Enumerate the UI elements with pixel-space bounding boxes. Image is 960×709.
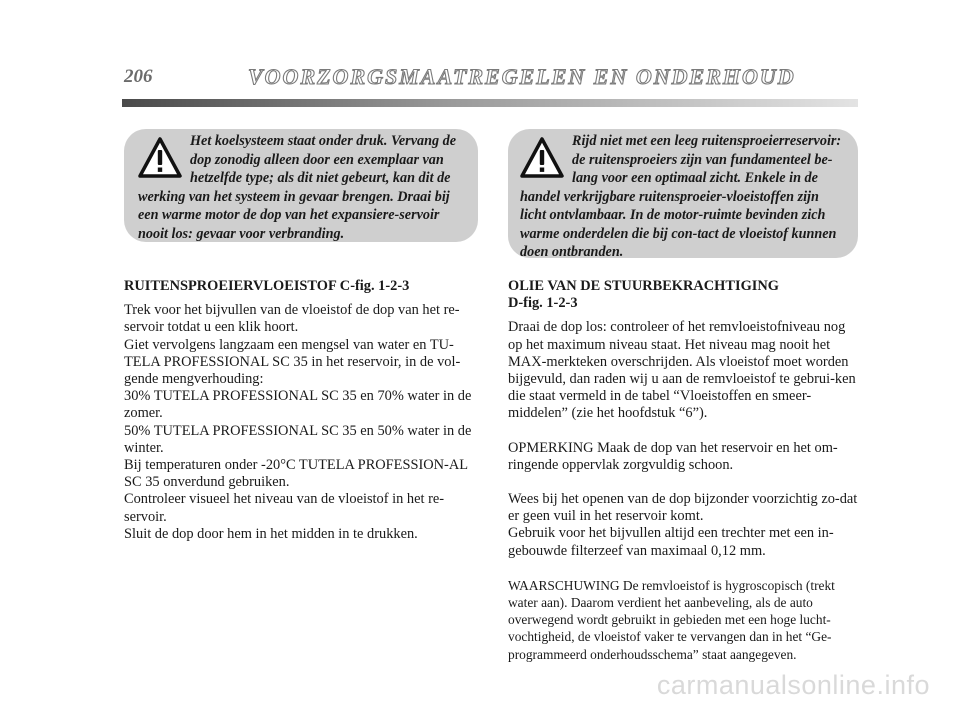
- spacer: [508, 423, 860, 440]
- watermark: carmanualsonline.info: [656, 670, 930, 700]
- paragraph: Bij temperaturen onder -20°C TUTELA PROFESSION-AL SC 35 onverdund gebruiken.: [124, 457, 468, 491]
- warning-box-coolant: [124, 129, 478, 242]
- paragraph: 50% TUTELA PROFESSIONAL SC 35 en 50% water in de winter.: [124, 422, 472, 456]
- paragraph: Draai de dop los: controleer of het remvloeistofniveau nog op het maximum niveau staat. Het niveau mag nooit het MAX-merkteken overschrijden. Als vloeistof moet worden bijgevuld, dan raden wij u aan de remvloeistof te gebrui-ken die staat vermeld in de tabel “Vloeistoffen en smeer-middelen” (zie het hoofdstuk “6”).: [508, 319, 856, 422]
- warning-box-washer: [508, 129, 858, 258]
- section-power-steering-oil: [508, 278, 860, 663]
- section-heading-power-steering: [508, 278, 860, 312]
- section-heading-washer-fluid: RUITENSPROEIERVLOEISTOF C-fig. 1-2-3: [124, 278, 410, 294]
- page-number: 206: [124, 66, 153, 87]
- paragraph: Giet vervolgens langzaam een mengsel van water en TU-TELA PROFESSIONAL SC 35 in het reservoir, in de vol-gende mengverhouding:: [124, 336, 461, 388]
- paragraph: Trek voor het bijvullen van de vloeistof de dop van het re-servoir totdat u een klik hoort.: [124, 302, 460, 336]
- paragraph: Controleer visueel het niveau van de vloeistof in het re-servoir.: [124, 491, 445, 525]
- paragraph: 30% TUTELA PROFESSIONAL SC 35 en 70% water in de zomer.: [124, 388, 472, 422]
- paragraph: WAARSCHUWING De remvloeistof is hygroscopisch (trekt water aan). Daarom verdient het aanbeveling, als de auto overwegend wordt gebruikt in gebieden met een hoge lucht-vochtigheid, de vloeistof vaker te vervangen dan in het “Ge-programmeerd onderhoudsschema” staat aangegeven.: [508, 577, 835, 662]
- section-washer-fluid: [124, 278, 476, 543]
- spacer: [508, 560, 860, 577]
- warning-triangle-icon: [520, 136, 564, 180]
- warning-text-coolant: Het koelsysteem staat onder druk. Vervang de dop zonodig alleen door een exemplaar van hetzelfde type; als dit niet gebeurt, kan dit de werking van het systeem in gevaar brengen. Draai bij een warme motor de dop van het expansiere-servoir nooit los: gevaar voor verbranding.: [138, 133, 457, 242]
- paragraph: Sluit de dop door hem in het midden in te drukken.: [124, 525, 418, 542]
- paragraph: Wees bij het openen van de dop bijzonder voorzichtig zo-dat er geen vuil in het reservoir komt.: [508, 491, 858, 525]
- paragraph: Gebruik voor het bijvullen altijd een trechter met een in-gebouwde filterzeef van maximaal 0,12 mm.: [508, 525, 834, 559]
- page-header-title: VOORZORGSMAATREGELEN EN ONDERHOUD: [248, 64, 796, 89]
- warning-text-washer: Rijd niet met een leeg ruitensproeierreservoir: de ruitensproeiers zijn van fundamenteel be-lang voor een optimaal zicht. Enkele in de handel verkrijgbare ruitensproeier-vloeistoffen zijn licht ontvlambaar. In de motor-ruimte bevinden zich warme onderdelen die bij con-tact de vloeistof kunnen doen ontbranden.: [520, 133, 842, 260]
- spacer: [508, 474, 860, 491]
- warning-triangle-icon: [138, 136, 182, 180]
- header-rule: [122, 99, 858, 107]
- heading-line: OLIE VAN DE STUURBEKRACHTIGING: [508, 278, 779, 294]
- paragraph: OPMERKING Maak de dop van het reservoir en het om-ringende oppervlak zorgvuldig schoon.: [508, 439, 838, 473]
- heading-line: D-fig. 1-2-3: [508, 295, 578, 312]
